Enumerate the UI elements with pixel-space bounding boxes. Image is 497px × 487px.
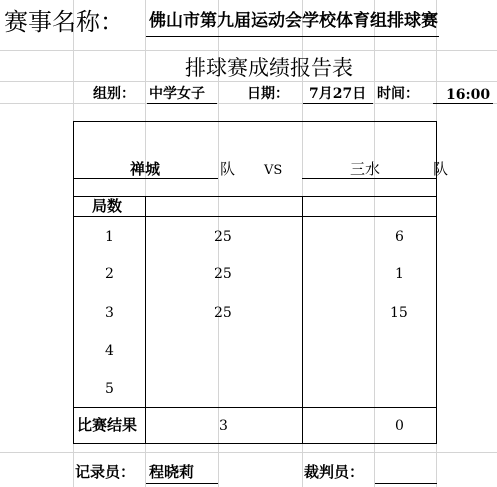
recorder-underline: [146, 483, 218, 484]
group-label: 组别：: [93, 86, 135, 102]
table-rule: [73, 196, 437, 197]
set-number: 3: [105, 305, 114, 321]
event-name-value: 佛山市第九届运动会学校体育组排球赛: [149, 11, 438, 31]
date-value: 7月27日: [309, 86, 367, 102]
score-table: [73, 121, 437, 444]
table-rule: [145, 196, 146, 444]
team-b-underline: [302, 178, 436, 179]
report-title: 排球赛成绩报告表: [185, 56, 353, 80]
set-score-team-a: 25: [214, 305, 232, 321]
table-rule: [73, 216, 437, 217]
group-underline: [147, 103, 217, 104]
set-number: 4: [105, 343, 114, 359]
set-score-team-b: 1: [395, 266, 404, 282]
team-a-name: 禅城: [130, 160, 161, 178]
set-number: 5: [105, 381, 114, 397]
result-label: 比赛结果: [77, 416, 138, 434]
time-underline: [433, 103, 493, 104]
team-b-name: 三水: [350, 160, 381, 178]
team-a-suffix: 队: [220, 160, 236, 178]
set-number: 1: [105, 229, 114, 245]
recorder-label: 记录员：: [75, 463, 136, 481]
set-score-team-b: 6: [395, 229, 404, 245]
set-score-team-a: 25: [214, 229, 232, 245]
referee-underline: [375, 483, 437, 484]
event-name-label: 赛事名称：: [4, 8, 124, 36]
team-a-underline: [73, 178, 218, 179]
event-name-underline: [146, 36, 439, 37]
result-team-a: 3: [219, 418, 228, 434]
time-label: 时间：: [377, 86, 419, 102]
time-value: 16:00: [446, 87, 491, 103]
result-team-b: 0: [395, 418, 404, 434]
vs-label: VS: [264, 163, 283, 178]
group-value: 中学女子: [149, 86, 205, 102]
date-label: 日期：: [247, 86, 289, 102]
set-score-team-b: 15: [390, 305, 408, 321]
table-rule: [73, 407, 437, 408]
set-score-team-a: 25: [214, 266, 232, 282]
team-b-suffix: 队: [433, 160, 449, 178]
table-rule: [302, 196, 303, 444]
recorder-name: 程晓莉: [149, 463, 195, 481]
sets-header: 局数: [92, 197, 123, 215]
referee-label: 裁判员：: [304, 463, 365, 481]
date-underline: [303, 103, 373, 104]
set-number: 2: [105, 266, 114, 282]
